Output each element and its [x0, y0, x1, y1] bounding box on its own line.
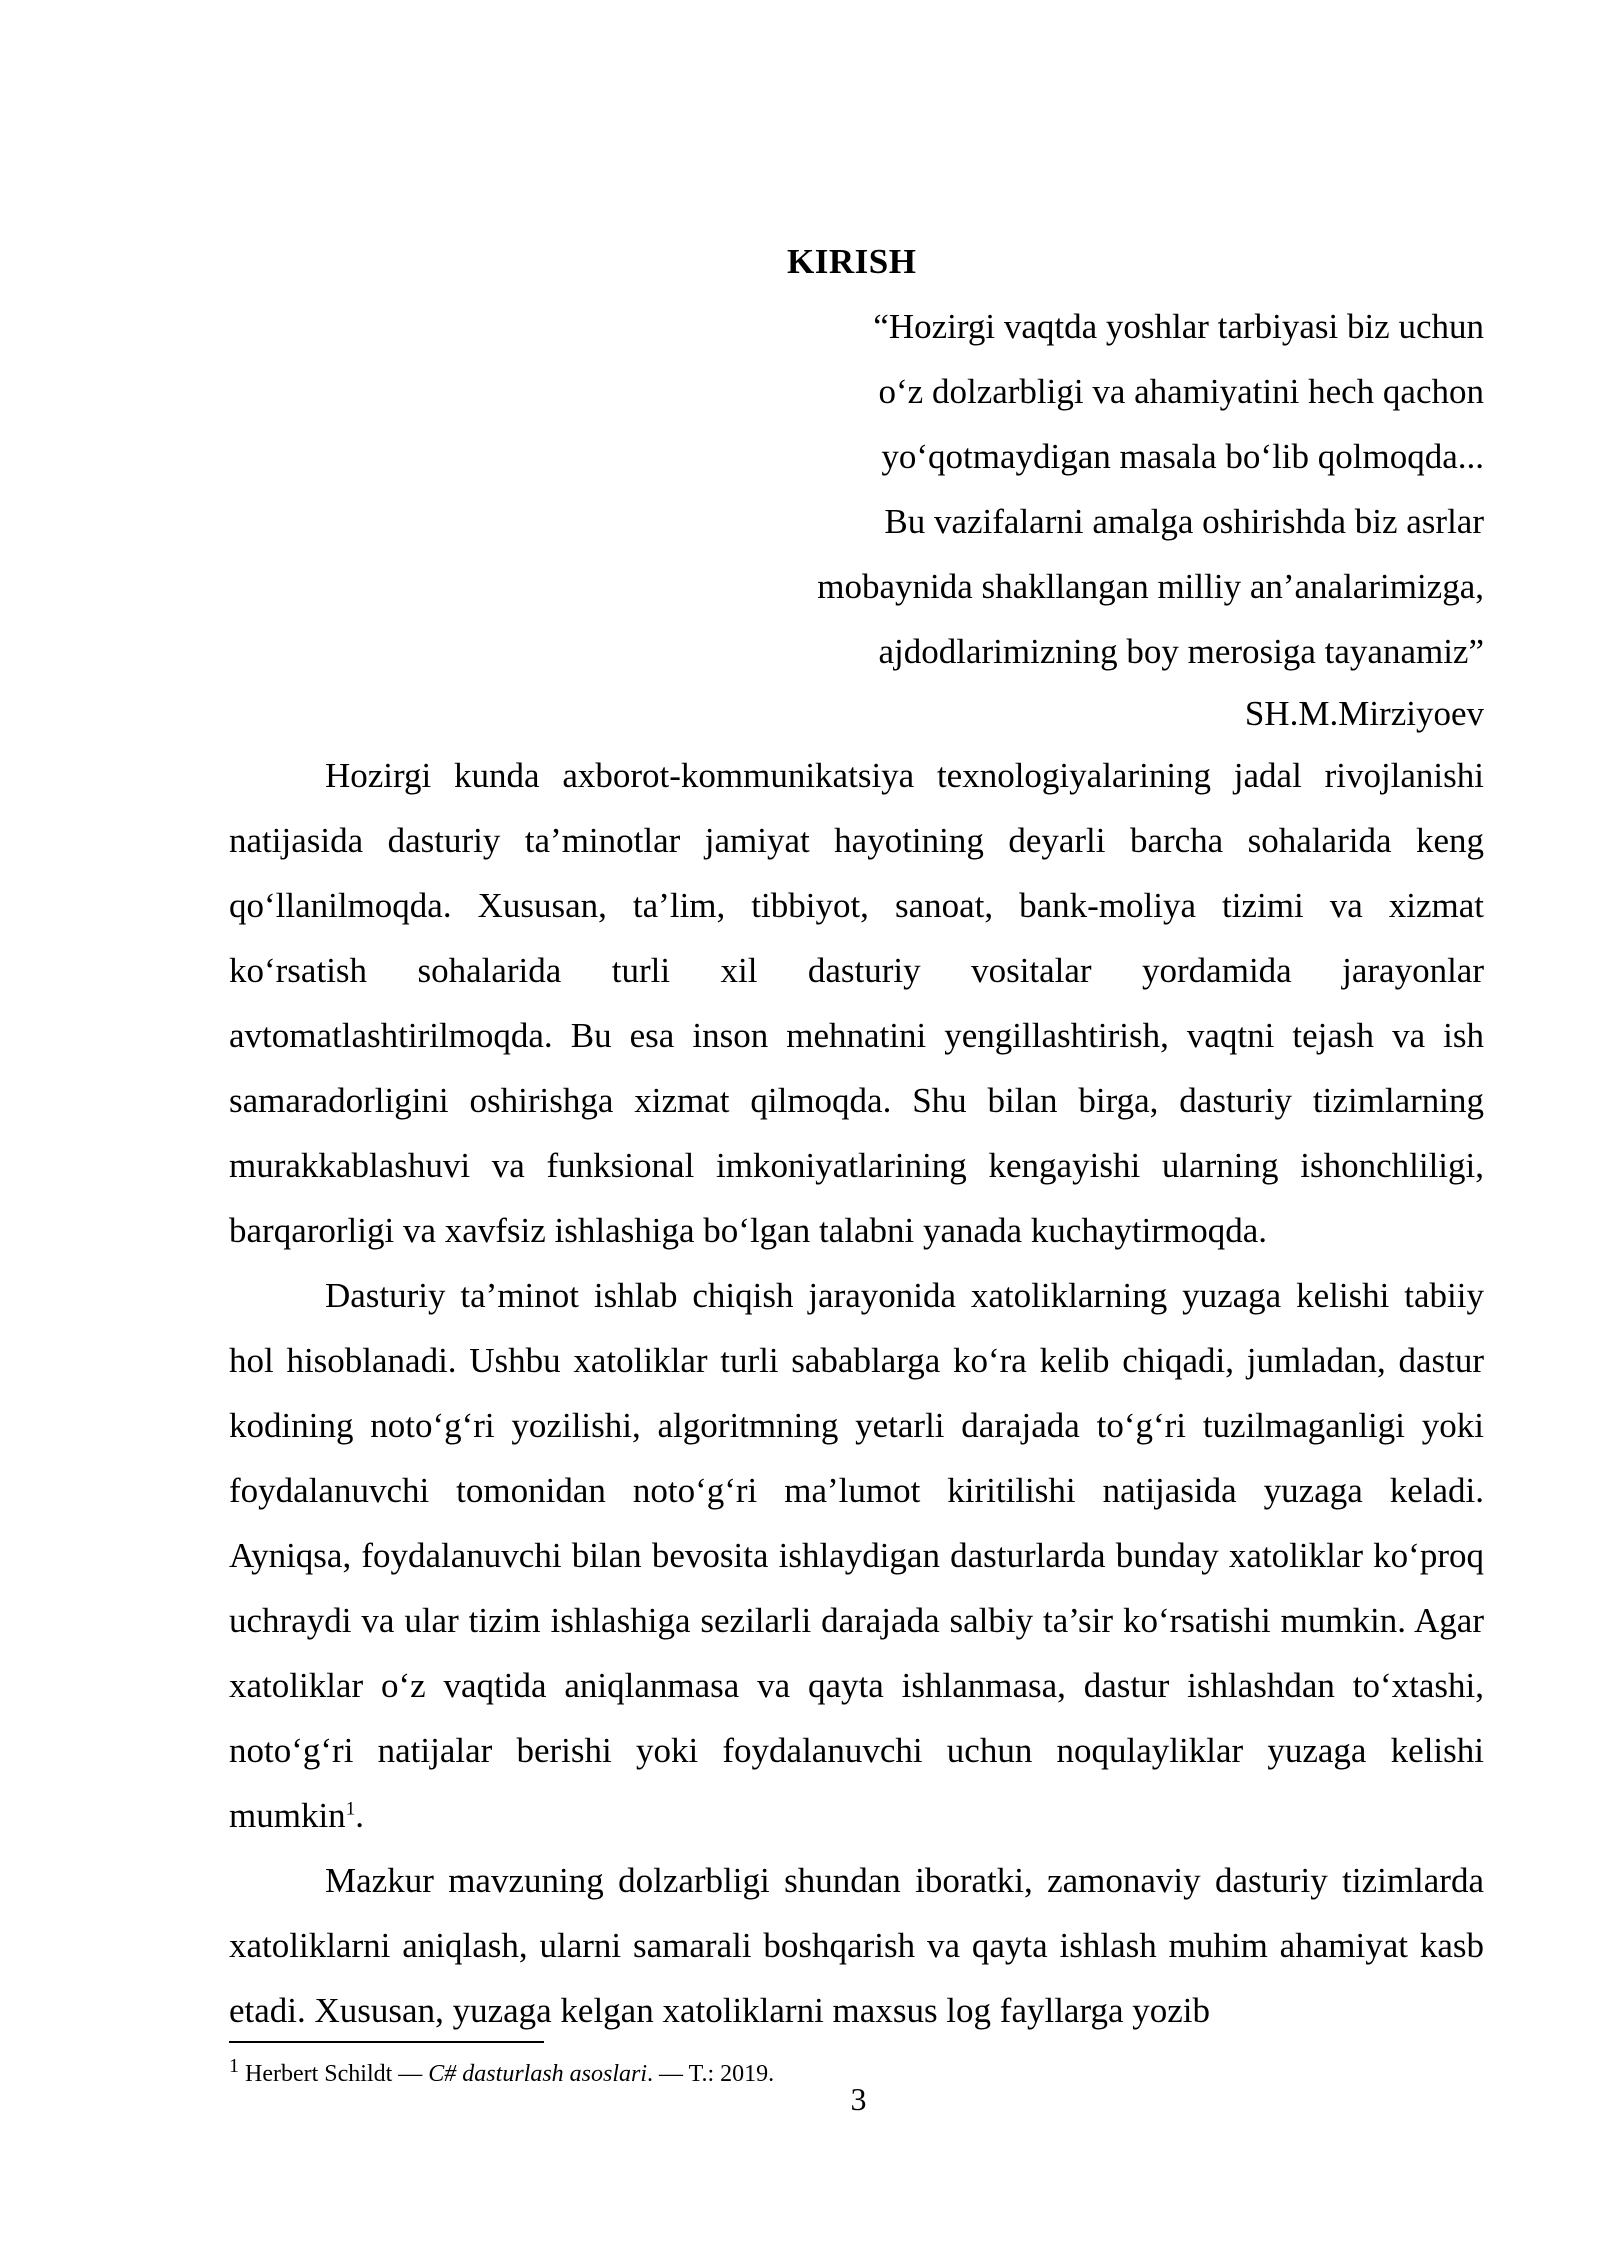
epigraph-line: yo‘qotmaydigan masala bo‘lib qolmoqda... [881, 437, 1484, 476]
footnote-number: 1 [229, 2055, 239, 2077]
footnote-separator [229, 2041, 544, 2043]
body-text [229, 743, 1484, 2043]
footnote-title: C# dasturlash asoslari [428, 2061, 648, 2087]
paragraph-text: Dasturiy ta’minot ishlab chiqish jarayonida xatoliklarning yuzaga kelishi tabiiy hol hisoblanadi. Ushbu xatoliklar turli sabablarga ko‘ra kelib chiqadi, jumladan, dastur kodining noto‘g‘ri yozilishi, algoritmning yetarli darajada to‘g‘ri tuzilmaganligi yoki foydalanuvchi tomonidan noto‘g‘ri ma’lumot kiritilishi natijasida yuzaga keladi. Ayniqsa, foydalanuvchi bilan bevosita ishlaydigan dasturlarda bunday xatoliklar ko‘proq uchraydi va ular tizim ishlashiga sezilarli darajada salbiy ta’sir ko‘rsatishi mumkin. Agar xatoliklar o‘z vaqtida aniqlanmasa va qayta ishlanmasa, dastur ishlashdan to‘xtashi, noto‘g‘ri natijalar berishi yoki foydalanuvchi uchun noqulayliklar yuzaga kelishi mumkin [229, 1276, 1484, 1835]
epigraph-author: SH.M.Mirziyoev [1244, 694, 1484, 733]
epigraph-line: Bu vazifalarni amalga oshirishda biz asrlar [884, 502, 1484, 541]
paragraph-end: . [355, 1796, 364, 1835]
paragraph: Mazkur mavzuning dolzarbligi shundan iboratki, zamonaviy dasturiy tizimlarda xatoliklarni aniqlash, ularni samarali boshqarish va qayta ishlash muhim ahamiyat kasb etadi. Xususan, yuzaga kelgan xatoliklarni maxsus log fayllarga yozib [229, 1861, 1484, 2030]
epigraph-line: ajdodlarimizning boy merosiga tayanamiz” [878, 632, 1484, 671]
epigraph [724, 294, 1484, 744]
footnote-details: . — T.: 2019. [647, 2061, 775, 2087]
epigraph-line: o‘z dolzarbligi va ahamiyatini hech qachon [878, 372, 1484, 411]
section-heading: KIRISH [787, 242, 917, 281]
paragraph: Hozirgi kunda axborot-kommunikatsiya texnologiyalarining jadal rivojlanishi natijasida dasturiy ta’minotlar jamiyat hayotining deyarli barcha sohalarida keng qo‘llanilmoqda. Xususan, ta’lim, tibbiyot, sanoat, bank-moliya tizimi va xizmat ko‘rsatish sohalarida turli xil dasturiy vositalar yordamida jarayonlar avtomatlashtirilmoqda. Bu esa inson mehnatini yengillashtirish, vaqtni tejash va ish samaradorligini oshirishga xizmat qilmoqda. Shu bilan birga, dasturiy tizimlarning murakkablashuvi va funksional imkoniyatlarining kengayishi ularning ishonchliligi, barqarorligi va xavfsiz ishlashiga bo‘lgan talabni yanada kuchaytirmoqda. [229, 756, 1484, 1250]
paragraph [229, 1263, 1484, 1848]
epigraph-line: mobaynida shakllangan milliy an’analarimizga, [817, 567, 1484, 606]
epigraph-line: “Hozirgi vaqtda yoshlar tarbiyasi biz uchun [873, 307, 1484, 346]
footnote-author: Herbert Schildt — [245, 2061, 423, 2087]
footnote-reference[interactable]: 1 [345, 1798, 356, 1820]
page-number: 3 [850, 2081, 867, 2117]
